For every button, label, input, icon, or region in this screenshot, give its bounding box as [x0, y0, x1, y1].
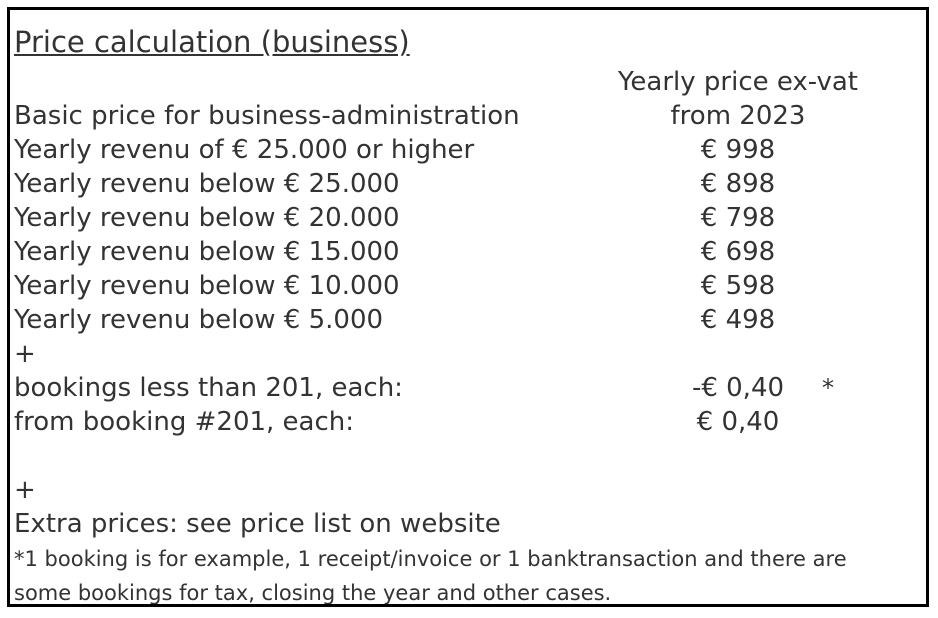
bookings-row-label: bookings less than 201, each: [14, 373, 403, 403]
page-title: Price calculation (business) [14, 25, 410, 59]
plus-sign: + [14, 339, 36, 369]
revenue-row-price: € 598 [700, 271, 776, 301]
revenue-row-label: Yearly revenu below € 15.000 [14, 237, 400, 267]
revenue-row-price: € 698 [700, 237, 776, 267]
bookings-row-price: -€ 0,40 [691, 373, 785, 403]
price-table-frame [7, 7, 929, 607]
footnote-line: *1 booking is for example, 1 receipt/invoice or 1 banktransaction and there are [14, 547, 847, 571]
revenue-row-price: € 898 [700, 169, 776, 199]
footnote-asterisk: * [822, 374, 834, 402]
bookings-row-label: from booking #201, each: [14, 407, 355, 437]
revenue-row-price: € 498 [700, 305, 776, 335]
price-column-header-line2: from 2023 [670, 101, 806, 131]
plus-sign: + [14, 475, 36, 505]
revenue-row-label: Yearly revenu below € 5.000 [14, 305, 384, 335]
basic-price-header: Basic price for business-administration [14, 101, 520, 131]
revenue-row-price: € 798 [700, 203, 776, 233]
revenue-row-label: Yearly revenu of € 25.000 or higher [14, 135, 475, 165]
price-column-header-line1: Yearly price ex-vat [617, 67, 859, 97]
footnote-line: some bookings for tax, closing the year and other cases. [14, 581, 612, 605]
revenue-row-price: € 998 [700, 135, 776, 165]
revenue-row-label: Yearly revenu below € 20.000 [14, 203, 400, 233]
extra-prices-text: Extra prices: see price list on website [14, 509, 501, 539]
bookings-row-price: € 0,40 [696, 407, 780, 437]
revenue-row-label: Yearly revenu below € 25.000 [14, 169, 400, 199]
revenue-row-label: Yearly revenu below € 10.000 [14, 271, 400, 301]
